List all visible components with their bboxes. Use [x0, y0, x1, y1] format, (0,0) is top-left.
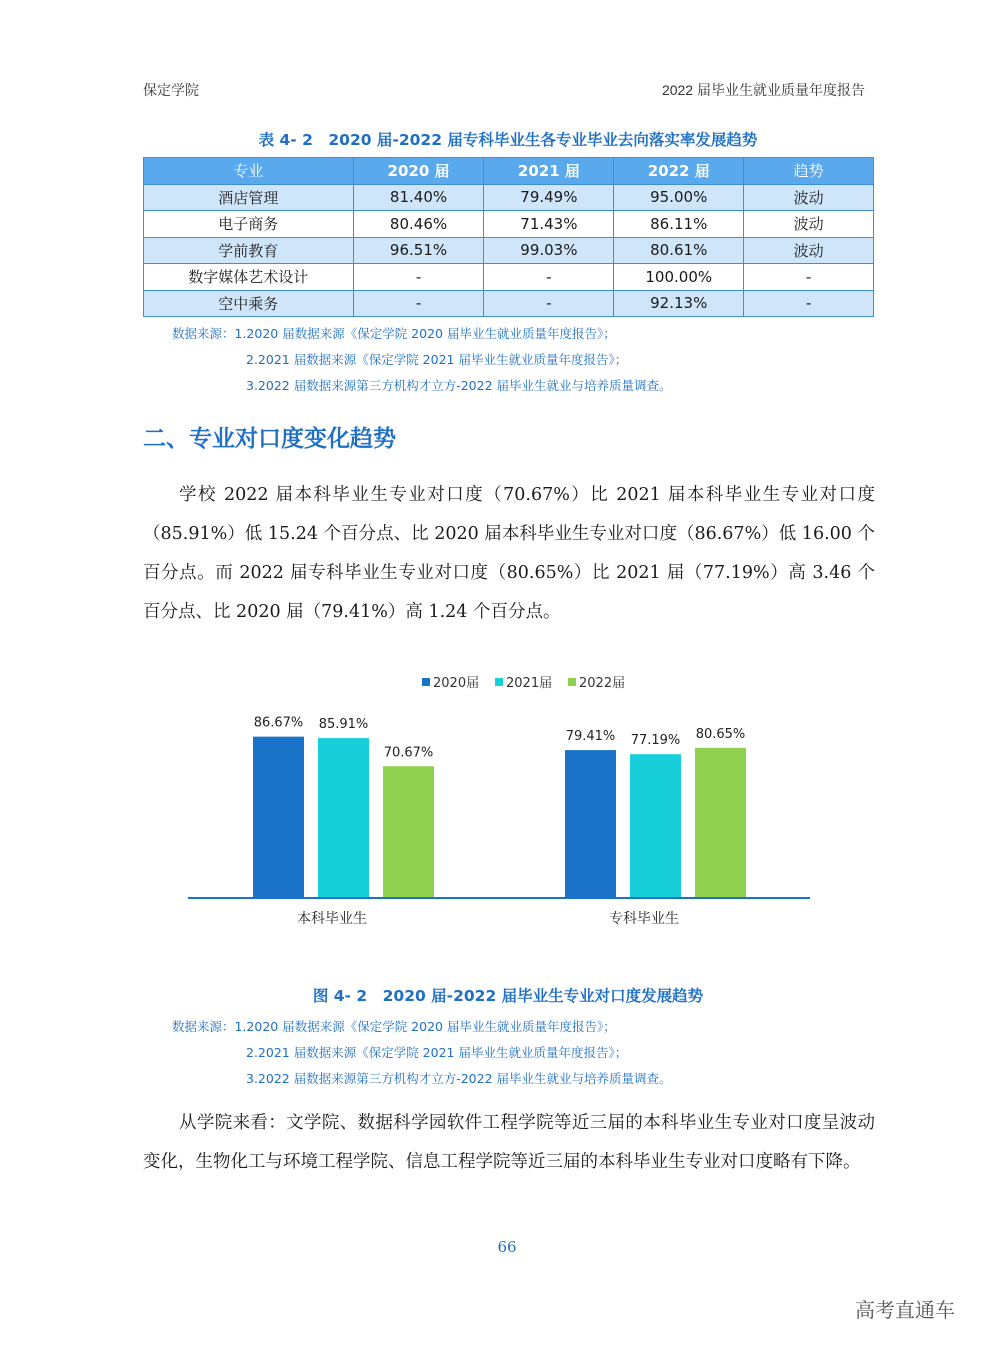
table-cell: 电子商务 [144, 211, 354, 238]
figure-source-line: 数据来源：1.2020 届数据来源《保定学院 2020 届毕业生就业质量年度报告》； [172, 1019, 616, 1034]
table-cell: - [353, 264, 484, 291]
table-cell: 波动 [744, 237, 874, 264]
x-axis-labels [297, 910, 679, 927]
table-title: 表 4- 2 2020 届-2022 届专科毕业生各专业毕业去向落实率发展趋势 [258, 131, 758, 149]
table-row [144, 290, 874, 317]
figure-source-line: 2.2021 届数据来源《保定学院 2021 届毕业生就业质量年度报告》； [246, 1045, 628, 1060]
table-source-line: 3.2022 届数据来源第三方机构才立方-2022 届毕业生就业与培养质量调查。 [246, 378, 672, 393]
bar [383, 766, 434, 897]
table-cell: - [484, 264, 614, 291]
bar-value-label: 80.65% [695, 726, 746, 742]
watermark: 高考直通车 [855, 1298, 955, 1322]
body-paragraph: 从学院来看：文学院、数据科学园软件工程学院等近三届的本科毕业生专业对口度呈波动变化，生物化工与环境工程学院、信息工程学院等近三届的本科毕业生专业对口度略有下降。 [143, 1113, 875, 1172]
bar [695, 748, 746, 897]
table-cell: 酒店管理 [144, 184, 354, 211]
legend-label: 2021届 [506, 676, 553, 691]
column-header: 2021 届 [484, 158, 614, 185]
table-header-row [144, 158, 874, 185]
column-header: 2020 届 [353, 158, 484, 185]
table-row [144, 237, 874, 264]
table-source-line: 数据来源：1.2020 届数据来源《保定学院 2020 届毕业生就业质量年度报告》； [172, 326, 616, 341]
employment-rate-table [143, 157, 874, 317]
table-cell: 95.00% [614, 184, 744, 211]
table-cell: 学前教育 [144, 237, 354, 264]
legend-swatch [495, 678, 503, 686]
column-header: 趋势 [744, 158, 874, 185]
bar-value-label: 85.91% [318, 717, 369, 733]
legend-label: 2020届 [433, 676, 480, 691]
chart-bars [253, 716, 746, 897]
table-cell: 81.40% [353, 184, 484, 211]
body-paragraph: 学校 2022 届本科毕业生专业对口度（70.67%）比 2021 届本科毕业生专业对口度（85.91%）低 15.24 个百分点、比 2020 届本科毕业生专业对口度（86.67%）低 16.00 个百分点。而 2022 届专科毕业生专业对口度（80.65%）比 2021 届（77.19%）高 3.46 个百分点、比 2020 届（79.41%）高 1.24 个百分点。 [143, 485, 875, 622]
page-number: 66 [497, 1238, 517, 1256]
table-cell: 数字媒体艺术设计 [144, 264, 354, 291]
bar-value-label: 70.67% [383, 745, 434, 761]
legend-label: 2022届 [579, 676, 626, 691]
table-row [144, 184, 874, 211]
table-cell: 71.43% [484, 211, 614, 238]
bar [318, 738, 369, 897]
legend-swatch [422, 678, 430, 686]
table-cell: 92.13% [614, 290, 744, 317]
table-cell: 79.49% [484, 184, 614, 211]
table-cell: 100.00% [614, 264, 744, 291]
header-left: 保定学院 [143, 82, 199, 98]
table-cell: - [744, 290, 874, 317]
bar [630, 754, 681, 897]
table-row [144, 211, 874, 238]
table-source-line: 2.2021 届数据来源《保定学院 2021 届毕业生就业质量年度报告》； [246, 352, 628, 367]
table-cell: - [484, 290, 614, 317]
bar [253, 737, 304, 897]
table-cell: - [353, 290, 484, 317]
table-cell: 波动 [744, 184, 874, 211]
table-row [144, 264, 874, 291]
table-cell: 空中乘务 [144, 290, 354, 317]
table-cell: 86.11% [614, 211, 744, 238]
section-heading: 二、专业对口度变化趋势 [143, 426, 396, 452]
column-header: 2022 届 [614, 158, 744, 185]
table-cell: 96.51% [353, 237, 484, 264]
figure-title: 图 4- 2 2020 届-2022 届毕业生专业对口度发展趋势 [312, 987, 704, 1005]
x-tick-label: 专科毕业生 [609, 911, 679, 927]
bar-value-label: 86.67% [253, 715, 304, 731]
figure-source-line: 3.2022 届数据来源第三方机构才立方-2022 届毕业生就业与培养质量调查。 [246, 1071, 672, 1086]
column-header: 专业 [144, 158, 354, 185]
chart-legend [422, 676, 625, 691]
table-cell: 80.46% [353, 211, 484, 238]
header-right: 2022 届毕业生就业质量年度报告 [661, 82, 865, 98]
bar-value-label: 77.19% [630, 733, 681, 749]
legend-swatch [568, 678, 576, 686]
bar [565, 750, 616, 897]
table-cell: 波动 [744, 211, 874, 238]
major-match-bar-chart [143, 660, 843, 960]
x-tick-label: 本科毕业生 [297, 911, 367, 927]
table-cell: - [744, 264, 874, 291]
bar-value-label: 79.41% [565, 729, 616, 745]
table-cell: 80.61% [614, 237, 744, 264]
table-cell: 99.03% [484, 237, 614, 264]
